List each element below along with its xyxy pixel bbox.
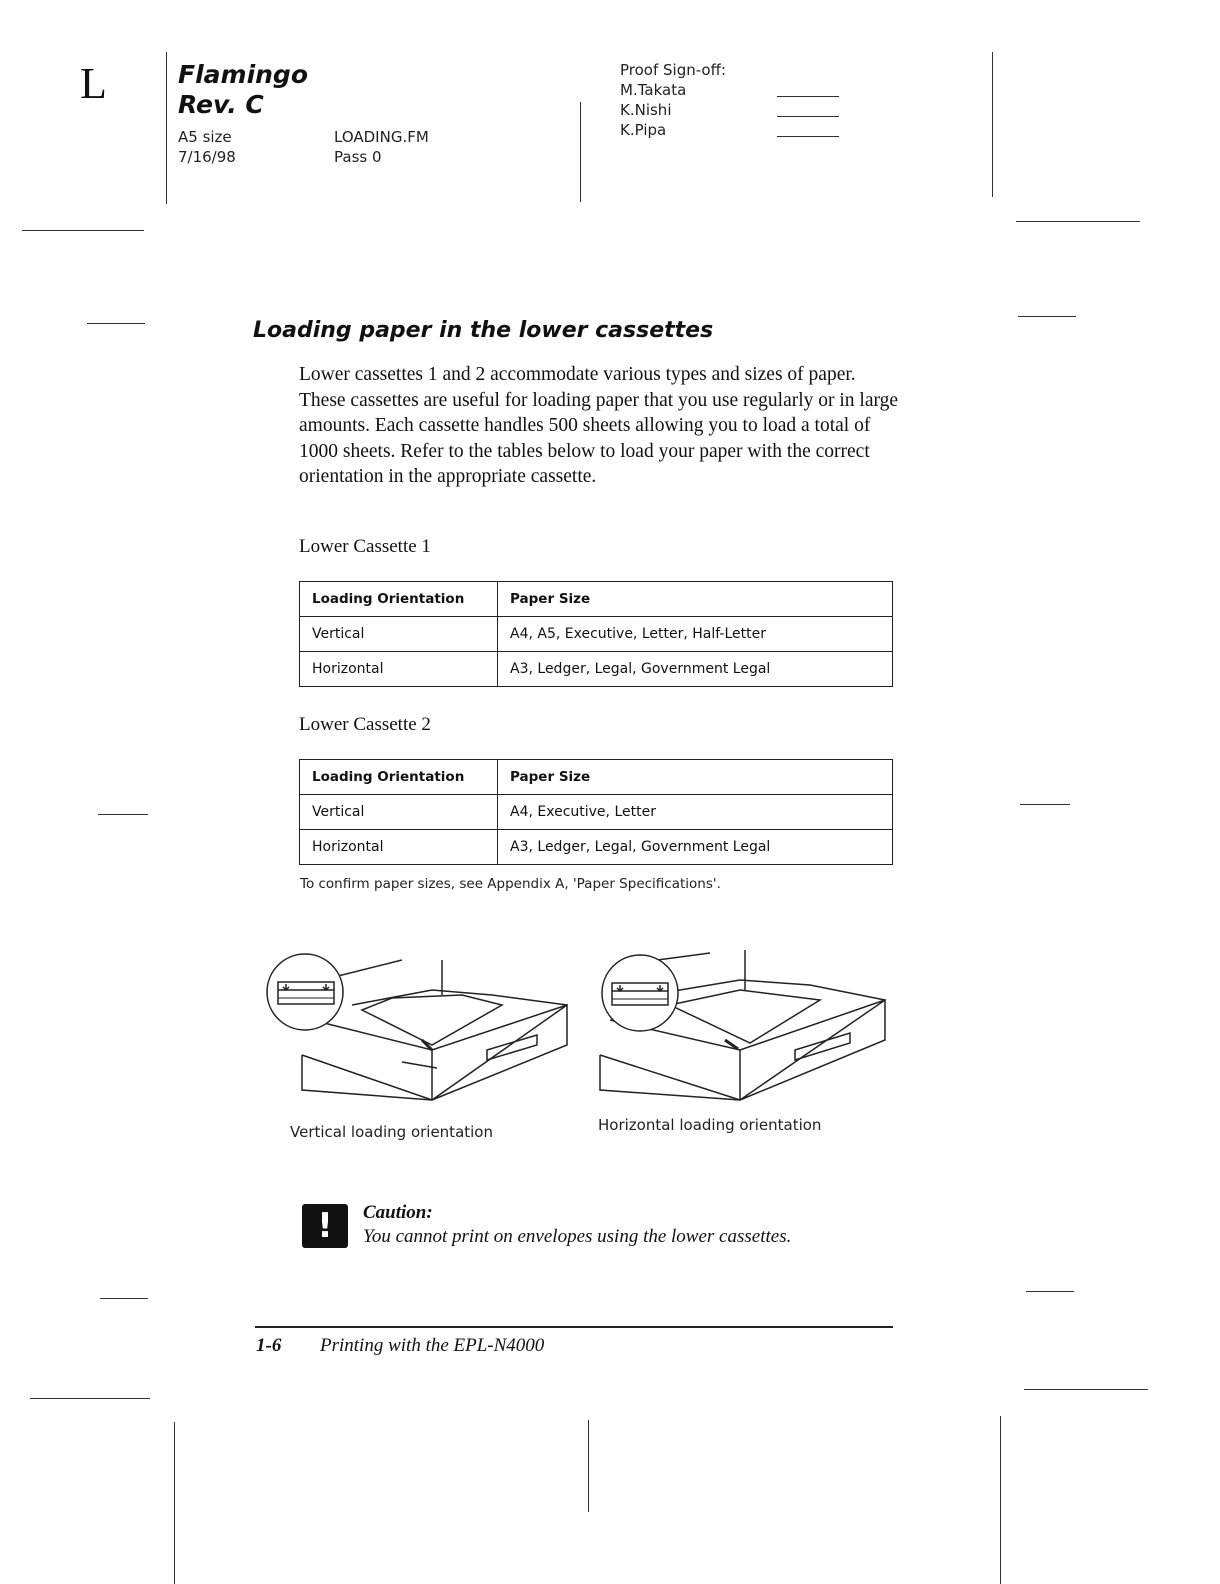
corner-letter: L [80,59,107,108]
caution-title: Caution: [363,1202,433,1223]
crop-mark [1000,1416,1001,1584]
signoff-line [777,96,839,97]
table-caption: Lower Cassette 2 [299,714,431,735]
figure-caption-horizontal: Horizontal loading orientation [598,1116,822,1134]
signoff-name: M.Takata [620,81,687,99]
figure-caption-vertical: Vertical loading orientation [290,1123,493,1141]
table-header-row [300,582,893,617]
table-header: Paper Size [498,582,893,617]
table-row [300,652,893,687]
table-caption: Lower Cassette 1 [299,536,431,557]
table-cell: A3, Ledger, Legal, Government Legal [498,830,893,865]
doc-pass: Pass 0 [334,148,382,166]
signoff-label: Proof Sign-off: [620,61,726,79]
table-cell: A3, Ledger, Legal, Government Legal [498,652,893,687]
section-heading: Loading paper in the lower cassettes [253,318,714,343]
crop-mark [1016,221,1140,222]
project-name [178,60,308,120]
table-header: Loading Orientation [300,582,498,617]
crop-mark [87,323,145,324]
table-header: Paper Size [498,760,893,795]
table-row [300,830,893,865]
doc-filename: LOADING.FM [334,128,429,146]
revision: Rev. C [178,90,264,119]
table-cell: Vertical [300,617,498,652]
signoff-name: K.Nishi [620,101,672,119]
project-title: Flamingo [178,60,309,89]
table-cell: Horizontal [300,830,498,865]
table-row [300,617,893,652]
intro-paragraph: Lower cassettes 1 and 2 accommodate various types and sizes of paper. These cassettes are useful for loading paper that you use regularly or in large amounts. Each cassette handles 500 sheets allowing you to load a total of 1000 sheets. Refer to the tables below to load your paper with the correct orientation in the appropriate cassette. [299,364,899,487]
crop-mark [1018,316,1076,317]
crop-mark [1024,1389,1148,1390]
footer-title: Printing with the EPL-N4000 [320,1335,545,1356]
magnifier-inset [267,954,343,1030]
crop-mark [30,1398,150,1399]
crop-mark [580,102,581,202]
cassette-2-table [299,759,893,865]
paper-size-note: To confirm paper sizes, see Appendix A, 'Paper Specifications'. [300,876,721,892]
signoff-line [777,116,839,117]
footer-rule [255,1326,893,1328]
table-cell: Horizontal [300,652,498,687]
page-number: 1-6 [256,1335,282,1356]
crop-mark [166,52,167,204]
file-pass-block [334,127,429,167]
table-cell: A4, Executive, Letter [498,795,893,830]
magnifier-inset [602,955,678,1031]
horizontal-loading-illustration [590,945,890,1105]
exclamation-icon: ! [302,1204,348,1248]
proof-signoff [620,60,726,140]
vertical-loading-illustration [262,950,572,1110]
table-cell: Vertical [300,795,498,830]
doc-size: A5 size [178,128,232,146]
crop-mark [1020,804,1070,805]
table-header-row [300,760,893,795]
crop-mark [98,814,148,815]
signoff-name: K.Pipa [620,121,667,139]
table-header: Loading Orientation [300,760,498,795]
signoff-line [777,136,839,137]
crop-mark [100,1298,148,1299]
crop-mark [588,1420,589,1512]
table-cell: A4, A5, Executive, Letter, Half-Letter [498,617,893,652]
crop-mark [22,230,144,231]
size-date-block [178,127,236,167]
caution-text: You cannot print on envelopes using the lower cassettes. [363,1226,792,1247]
table-row [300,795,893,830]
crop-mark [1026,1291,1074,1292]
cassette-1-table [299,581,893,687]
crop-mark [174,1422,175,1584]
crop-mark [992,52,993,197]
doc-date: 7/16/98 [178,148,236,166]
